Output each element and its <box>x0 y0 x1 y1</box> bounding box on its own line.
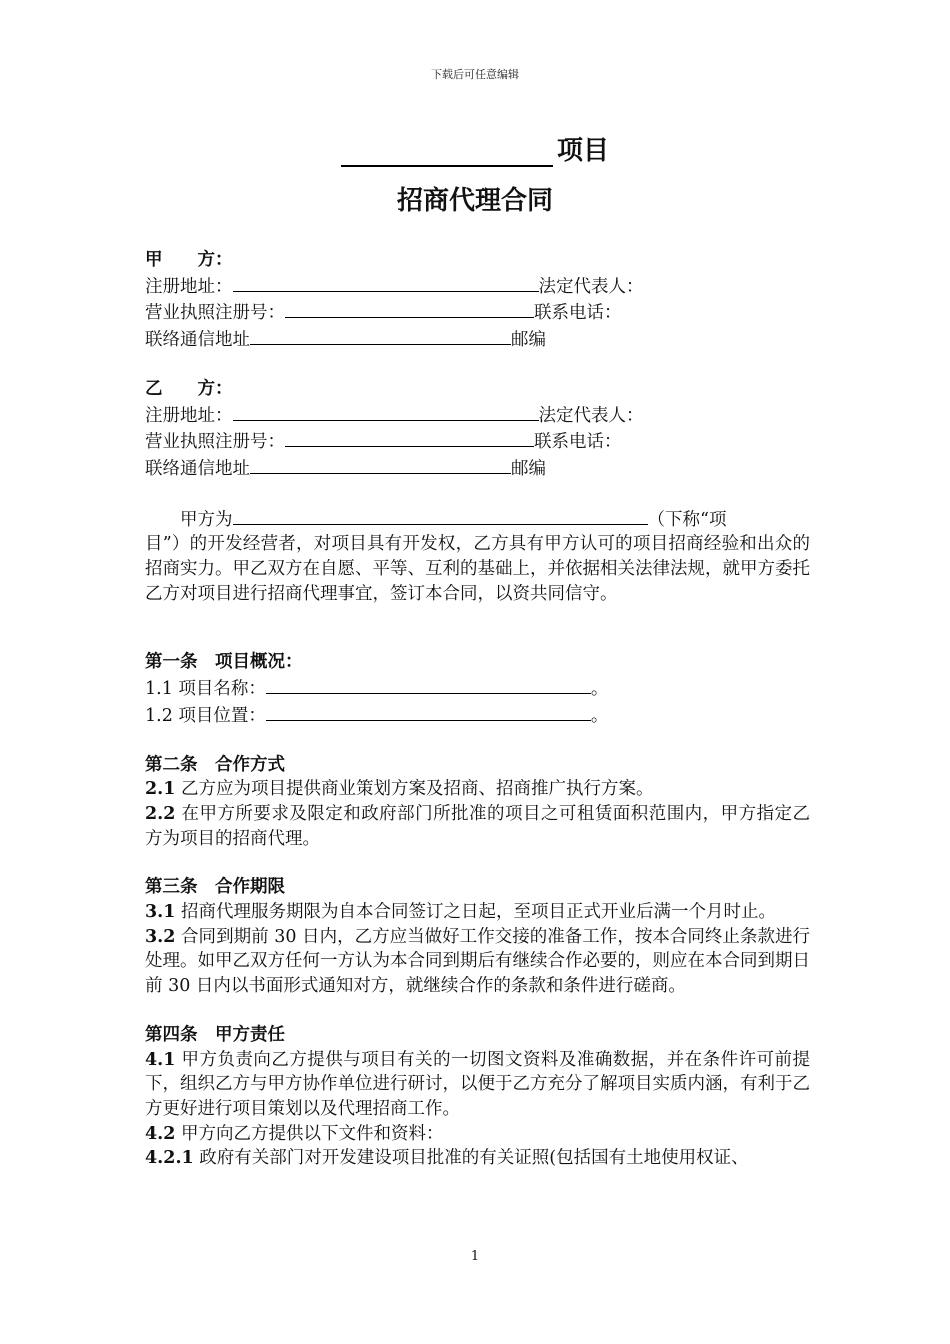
reg-address-label: 注册地址： <box>145 276 233 297</box>
clause-number: 2.2 <box>145 803 176 824</box>
party-a-license-row <box>145 299 810 326</box>
party-b-license-row <box>145 428 810 455</box>
party-b-reg-row <box>145 402 810 429</box>
fill-blank <box>266 675 591 694</box>
party-a-reg-row <box>145 273 810 300</box>
contract-body <box>145 248 810 1171</box>
legal-rep-label: 法定代表人： <box>538 276 644 297</box>
page-number: 1 <box>470 1249 480 1264</box>
license-no-label: 营业执照注册号： <box>145 432 285 453</box>
fill-blank <box>285 428 534 447</box>
phone-label: 联系电话： <box>534 432 622 453</box>
party-a-label: 甲 方： <box>145 250 233 270</box>
article4-heading: 第四条 甲方责任 <box>145 1024 285 1045</box>
article2-item2 <box>145 802 810 851</box>
fill-blank <box>266 702 591 721</box>
postcode-label: 邮编 <box>511 458 546 479</box>
article3-item2 <box>145 925 810 999</box>
party-b-label: 乙 方： <box>145 378 233 399</box>
article1-item2 <box>145 702 810 729</box>
clause-number: 2.1 <box>145 779 176 800</box>
phone-label: 联系电话： <box>534 303 622 324</box>
fill-blank <box>250 326 511 345</box>
party-b-contact-row <box>145 455 810 482</box>
clause-number: 3.1 <box>145 902 176 923</box>
fill-blank <box>285 299 534 318</box>
clause-text: 政府有关部门对开发建设项目批准的有关证照(包括国有土地使用权证、 <box>199 1148 749 1169</box>
article2-heading: 第二条 合作方式 <box>145 754 285 775</box>
project-name-blank <box>341 135 553 167</box>
clause-text: 乙方应为项目提供商业策划方案及招商、招商推广执行方案。 <box>181 779 654 800</box>
preamble-first-line <box>145 506 810 533</box>
party-a-contact-row <box>145 326 810 353</box>
contact-address-label: 联络通信地址 <box>145 330 250 351</box>
contract-title-line <box>0 130 950 167</box>
period: 。 <box>590 679 609 700</box>
clause-text: 甲方向乙方提供以下文件和资料： <box>181 1123 444 1144</box>
article4-item1 <box>145 1048 810 1122</box>
period: 。 <box>590 705 609 726</box>
clause-number: 4.2 <box>145 1123 176 1144</box>
project-location-label: 1.2 项目位置： <box>145 705 266 726</box>
license-no-label: 营业执照注册号： <box>145 303 285 324</box>
clause-number: 4.2.1 <box>145 1148 194 1169</box>
header-note: 下载后可任意编辑 <box>431 68 519 81</box>
clause-text: 甲方负责向乙方提供与项目有关的一切图文资料及准确数据，并在条件许可前提下，组织乙方与甲方协作单位进行研讨，以便于乙方充分了解项目实质内涵，有利于乙方更好进行项目策划以及代理招商工作。 <box>145 1049 810 1119</box>
article4-item3 <box>145 1146 810 1171</box>
title-suffix: 项目 <box>556 136 609 166</box>
clause-text: 在甲方所要求及限定和政府部门所批准的项目之可租赁面积范围内，甲方指定乙方为项目的招商代理。 <box>145 803 810 849</box>
article3-heading: 第三条 合作期限 <box>145 877 285 898</box>
preamble-paragraph: 目”）的开发经营者，对项目具有开发权，乙方具有甲方认可的项目招商经验和出众的招商实力。甲乙双方在自愿、平等、互利的基础上，并依据相关法律法规，就甲方委托乙方对项目进行招商代理事宜，签订本合同，以资共同信守。 <box>145 534 810 604</box>
article1-item1 <box>145 675 810 702</box>
legal-rep-label: 法定代表人： <box>538 405 644 426</box>
article3-item1 <box>145 900 810 925</box>
preamble-start: 甲方为 <box>180 509 233 530</box>
reg-address-label: 注册地址： <box>145 405 233 426</box>
project-name-label: 1.1 项目名称： <box>145 679 266 700</box>
fill-blank <box>233 506 648 525</box>
article2-item1 <box>145 777 810 802</box>
fill-blank <box>233 273 539 292</box>
clause-text: 合同到期前 30 日内，乙方应当做好工作交接的准备工作，按本合同终止条款进行处理。如甲乙双方任何一方认为本合同到期后有继续合作必要的，则应在本合同到期日前 30 日内以书面形式通知对方，就继续合作的条款和条件进行磋商。 <box>145 926 810 997</box>
fill-blank <box>233 402 539 421</box>
clause-number: 4.1 <box>145 1049 176 1070</box>
clause-text: 招商代理服务期限为自本合同签订之日起，至项目正式开业后满一个月时止。 <box>181 902 777 923</box>
article1-heading: 第一条 项目概况： <box>145 652 303 673</box>
contact-address-label: 联络通信地址 <box>145 458 250 479</box>
preamble-rest-line1: （下称“项 <box>647 509 727 530</box>
postcode-label: 邮编 <box>511 330 546 351</box>
clause-number: 3.2 <box>145 926 176 947</box>
contract-title: 招商代理合同 <box>396 186 553 216</box>
fill-blank <box>250 455 511 474</box>
article4-item2 <box>145 1122 810 1147</box>
